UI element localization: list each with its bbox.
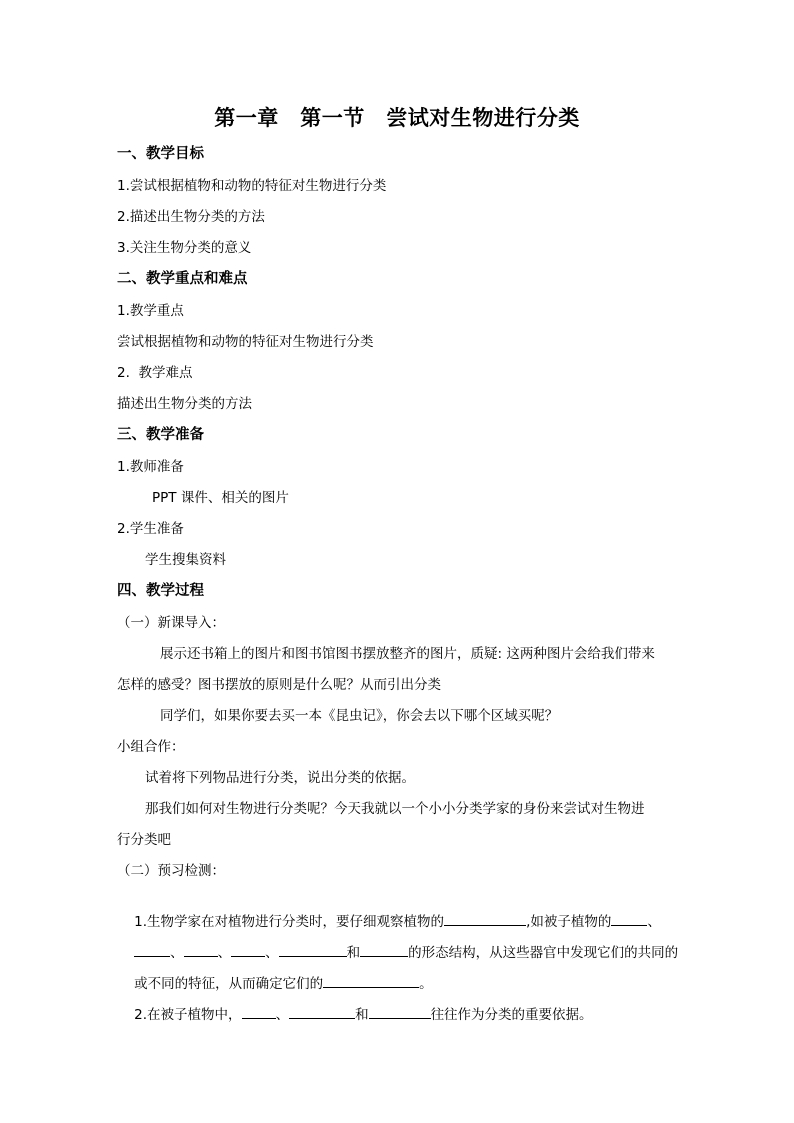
answer-blank[interactable]: [323, 974, 419, 988]
key-point-text: 尝试根据植物和动物的特征对生物进行分类: [117, 334, 374, 350]
teacher-prep-text: PPT 课件、相关的图片: [152, 490, 289, 506]
question-text: 、: [265, 945, 279, 961]
process-part2-label: （二）预习检测：: [117, 863, 225, 879]
answer-blank[interactable]: [289, 1005, 355, 1019]
process-paragraph: 同学们，如果你要去买一本《昆虫记》，你会去以下哪个区域买呢？: [160, 708, 559, 724]
answer-blank[interactable]: [611, 912, 647, 926]
teacher-prep-label: 1.教师准备: [117, 459, 184, 475]
answer-blank[interactable]: [369, 1005, 431, 1019]
question-text: 的形态结构，从这些器官中发现它们的共同的: [408, 945, 679, 961]
process-paragraph: 试着将下列物品进行分类，说出分类的依据。: [145, 770, 415, 786]
question-text: 1.生物学家在对植物进行分类时，要仔细观察植物的: [134, 914, 445, 930]
document-title: 第一章 第一节 尝试对生物进行分类: [214, 106, 580, 130]
question-2-line-1: [117, 987, 593, 1042]
goal-item: 3.关注生物分类的意义: [117, 240, 252, 256]
answer-blank[interactable]: [184, 943, 218, 957]
question-text: 或不同的特征，从而确定它们的: [134, 976, 324, 992]
goal-item: 1.尝试根据植物和动物的特征对生物进行分类: [117, 178, 387, 194]
key-point-label: 1.教学重点: [117, 303, 184, 319]
section-heading-goals: 一、教学目标: [117, 146, 204, 162]
answer-blank[interactable]: [360, 943, 408, 957]
answer-blank[interactable]: [134, 943, 170, 957]
section-heading-process: 四、教学过程: [117, 583, 204, 599]
process-paragraph: 行分类吧: [117, 832, 171, 848]
student-prep-text: 学生搜集资料: [145, 552, 226, 568]
question-text: ,如被子植物的: [526, 914, 612, 930]
answer-blank[interactable]: [242, 1005, 276, 1019]
answer-blank[interactable]: [279, 943, 347, 957]
question-text: 2.在被子植物中，: [134, 1007, 242, 1023]
question-text: 和: [355, 1007, 369, 1023]
question-text: 、: [647, 914, 661, 930]
section-heading-key-points: 二、教学重点和难点: [117, 271, 248, 287]
section-heading-preparation: 三、教学准备: [117, 427, 204, 443]
question-text: 、: [170, 945, 184, 961]
question-text: 、: [217, 945, 232, 961]
question-text: 、: [275, 1007, 290, 1023]
question-text: 。: [419, 976, 433, 992]
process-paragraph: 那我们如何对生物进行分类呢？今天我就以一个小小分类学家的身份来尝试对生物进: [145, 801, 645, 817]
goal-item: 2.描述出生物分类的方法: [117, 209, 265, 225]
answer-blank[interactable]: [231, 943, 265, 957]
process-paragraph: 怎样的感受？图书摆放的原则是什么呢？从而引出分类: [117, 677, 441, 693]
question-text: 往往作为分类的重要依据。: [430, 1007, 593, 1023]
process-part1-label: （一）新课导入：: [117, 615, 225, 631]
group-work-label: 小组合作：: [117, 739, 185, 755]
question-text: 和: [346, 945, 361, 961]
process-paragraph: 展示还书箱上的图片和图书馆图书摆放整齐的图片，质疑: 这两种图片会给我们带来: [160, 646, 655, 662]
difficult-point-text: 描述出生物分类的方法: [117, 396, 252, 412]
difficult-point-label: 2. 教学难点: [117, 365, 193, 381]
student-prep-label: 2.学生准备: [117, 521, 184, 537]
answer-blank[interactable]: [444, 912, 526, 926]
